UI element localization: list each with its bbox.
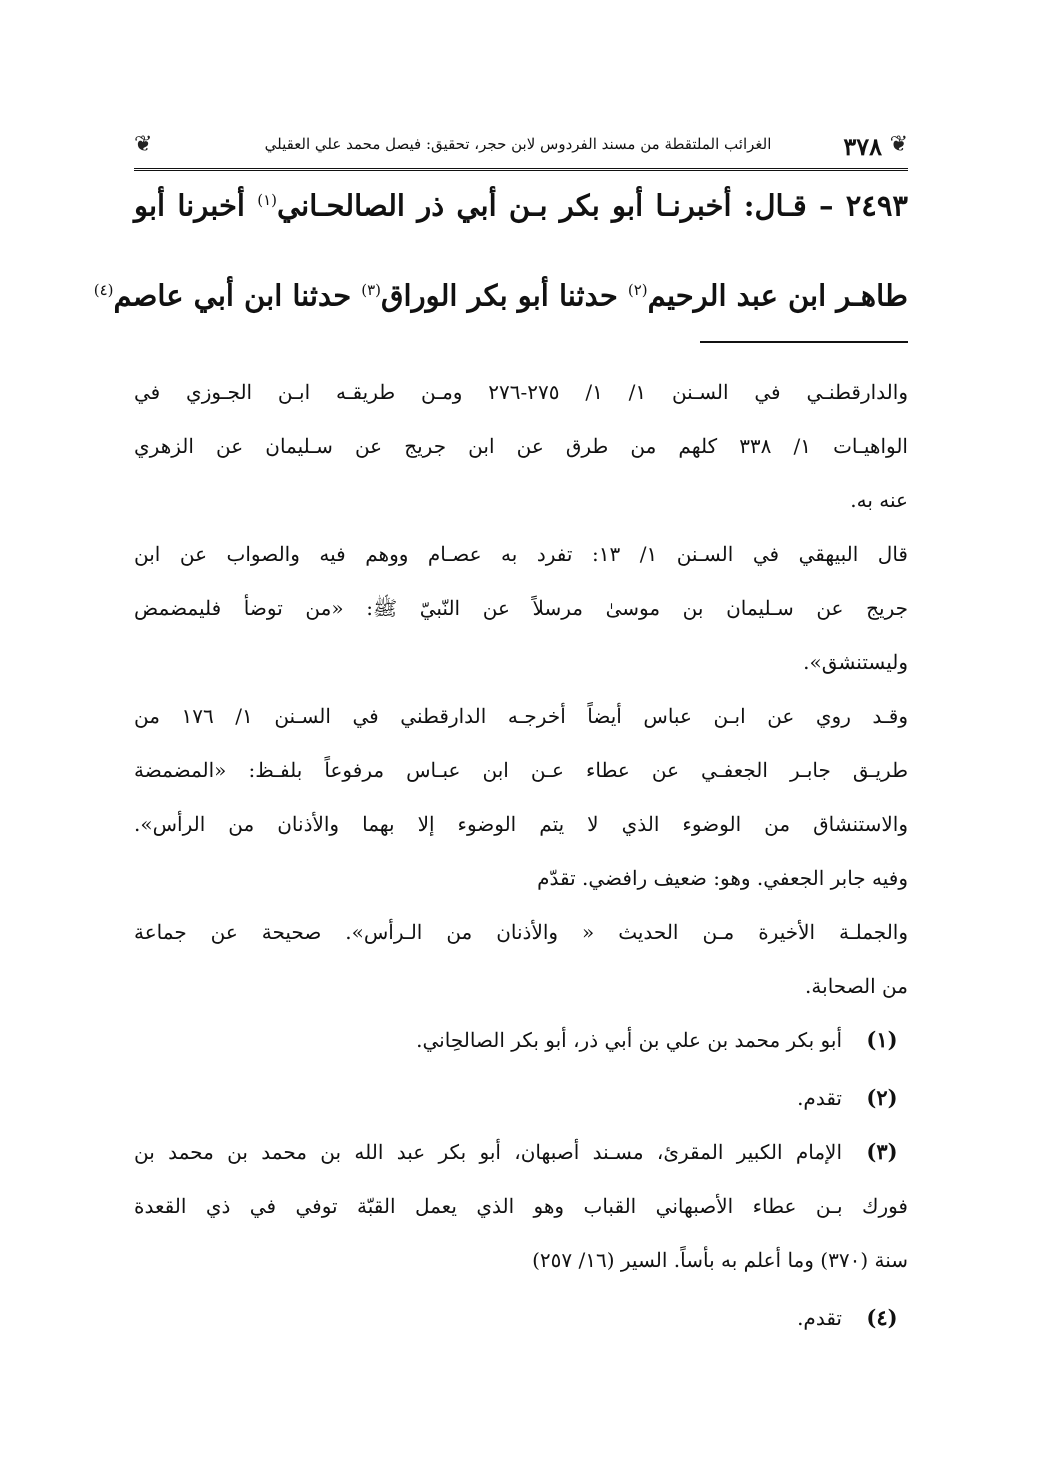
footnote-ref-2[interactable]: (٢) xyxy=(627,281,648,299)
commentary-line: عنه به. xyxy=(850,488,908,512)
hadith-text-segment: طاهـر ابن عبد الرحيم xyxy=(647,278,908,313)
left-ornament-icon: ❦ xyxy=(134,132,153,157)
right-ornament-icon: ❦ xyxy=(889,132,908,157)
commentary-line: قال البيهقي في السـنن ١/ ١٣: تفرد به عصـام ووهم فيه والصواب عن ابن xyxy=(134,542,908,566)
commentary-line: وفيه جابر الجعفي. وهو: ضعيف رافضي. تقدّم xyxy=(537,866,908,890)
commentary-line: والدارقطنـي في السـنن ١/ ١/ ٢٧٥-٢٧٦ ومـن طريقـه ابـن الجـوزي في xyxy=(134,380,908,404)
commentary-line: وقـد روي عن ابـن عباس أيضاً أخرجـه الدارقطني في السـنن ١/ ١٧٦ من xyxy=(134,704,908,728)
footnote-number: (١) xyxy=(866,1027,898,1052)
hadith-text-segment: أخبرنا أبو xyxy=(134,188,258,223)
footnote-body xyxy=(134,1128,908,1284)
hadith-line-2 xyxy=(93,268,908,313)
footnote-line: الإمام الكبير المقرئ، مسـند أصبهان، أبو بكر عبد الله بن محمد بن محمد بن xyxy=(134,1140,842,1164)
commentary-line: والاستنشاق من الوضوء الذي لا يتم الوضوء إلا بهما والأذنان من الرأس». xyxy=(134,812,908,836)
footnote-ref-3[interactable]: (٣) xyxy=(361,281,382,299)
commentary-line: من الصحابة. xyxy=(805,974,908,998)
footnote-separator xyxy=(700,341,908,343)
hadith-line-1 xyxy=(134,178,908,222)
commentary-line: والجملـة الأخيرة مـن الحديث « والأذنان من الـرأس». صحيحة عن جماعة xyxy=(134,920,908,944)
footnote-number: (٢) xyxy=(866,1085,898,1110)
commentary-line: وليستنشق». xyxy=(803,650,908,674)
header-rule xyxy=(134,168,908,171)
running-title: الغرائب الملتقطة من مسند الفردوس لابن حجر، تحقيق: فيصل محمد علي العقيلي xyxy=(264,135,772,153)
footnote-ref-4[interactable]: (٤) xyxy=(93,281,114,299)
footnote-line: تقدم. xyxy=(797,1306,842,1330)
page-header xyxy=(134,126,908,166)
hadith-text-segment: ٢٤٩٣ – قـال: أخبرنـا أبو بكر بـن أبي ذر الصالحـاني xyxy=(276,188,908,223)
footnote-line: سنة (٣٧٠) وما أعلم به بأساً. السير (١٦/ ٢٥٧) xyxy=(532,1248,908,1272)
footnote-body xyxy=(134,1016,842,1064)
footnote-body xyxy=(134,1074,842,1122)
footnote-number: (٣) xyxy=(866,1139,898,1164)
footnote-line: فورك بـن عطاء الأصبهاني القباب وهو الذي يعمل القبّة توفي في ذي القعدة xyxy=(134,1194,908,1218)
page-number: ٣٧٨ xyxy=(843,132,882,161)
footnote-body xyxy=(134,1294,842,1342)
commentary-line: طريـق جابـر الجعفـي عن عطاء عـن ابن عبـاس مرفوعاً بلفـظ: «المضمضة xyxy=(134,758,908,782)
footnote-ref-1[interactable]: (١) xyxy=(257,191,277,209)
hadith-text-segment: حدثنا ابن أبي عاصم xyxy=(113,278,362,313)
hadith-text xyxy=(93,178,908,313)
commentary-line: جريج عن سـليمان بن موسىٰ مرسلاً عن النّبيّ ﷺ: «من توضأ فليمضمض xyxy=(134,596,908,620)
footnote-number: (٤) xyxy=(866,1305,898,1330)
footnote-line: تقدم. xyxy=(797,1086,842,1110)
footnote-line: أبو بكر محمد بن علي بن أبي ذر، أبو بكر الصالحِاني. xyxy=(416,1028,842,1052)
hadith-text-segment: حدثنا أبو بكر الوراق xyxy=(381,278,628,313)
commentary-line: الواهيـات ١/ ٣٣٨ كلهم من طرق عن ابن جريج عن سـليمان عن الزهري xyxy=(134,434,908,458)
